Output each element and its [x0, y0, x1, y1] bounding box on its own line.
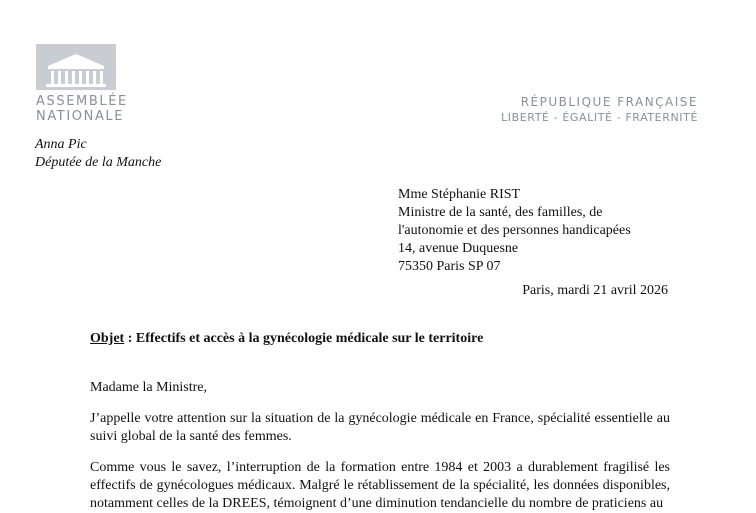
recipient-line: Mme Stéphanie RIST: [398, 187, 521, 202]
logo-text: [36, 94, 128, 124]
recipient-line: l'autonomie et des personnes handicapées: [398, 223, 631, 238]
devise: LIBERTÉ - ÉGALITÉ - FRATERNITÉ: [501, 111, 698, 124]
subject-text: : Effectifs et accès à la gynécologie médicale sur le territoire: [124, 331, 484, 346]
sender-block: [35, 136, 161, 172]
subject-label: Objet: [90, 331, 125, 346]
republique-francaise-header: [501, 94, 698, 126]
recipient-line: Ministre de la santé, des familles, de: [398, 205, 603, 220]
subject-line: [90, 331, 483, 347]
letter-date: Paris, mardi 21 avril 2026: [522, 283, 668, 298]
recipient-address: [398, 186, 631, 276]
recipient-line: 75350 Paris SP 07: [398, 259, 501, 274]
salutation: Madame la Ministre,: [90, 380, 208, 395]
logo-line-assemblee: ASSEMBLÉE: [36, 94, 128, 109]
republique-francaise: RÉPUBLIQUE FRANÇAISE: [520, 95, 698, 109]
sender-name: Anna Pic: [35, 137, 87, 152]
logo-line-nationale: NATIONALE: [36, 109, 125, 124]
recipient-line: 14, avenue Duquesne: [398, 241, 519, 256]
body-paragraph: Comme vous le savez, l’interruption de la formation entre 1984 et 2003 a durablement fragilisé les effectifs de gynécologues médicaux. Malgré le rétablissement de la spécialité, les données disponibles, notamment celles de la DREES, témoignent d’une diminution tendancielle du nombre de praticiens au: [90, 460, 670, 511]
hemicycle-emblem: [36, 44, 116, 90]
assemblee-nationale-logo: [36, 44, 132, 124]
sender-title: Députée de la Manche: [35, 155, 162, 170]
body-paragraph: J’appelle votre attention sur la situation de la gynécologie médicale en France, spécialité essentielle au suivi global de la santé des femmes.: [90, 411, 670, 444]
